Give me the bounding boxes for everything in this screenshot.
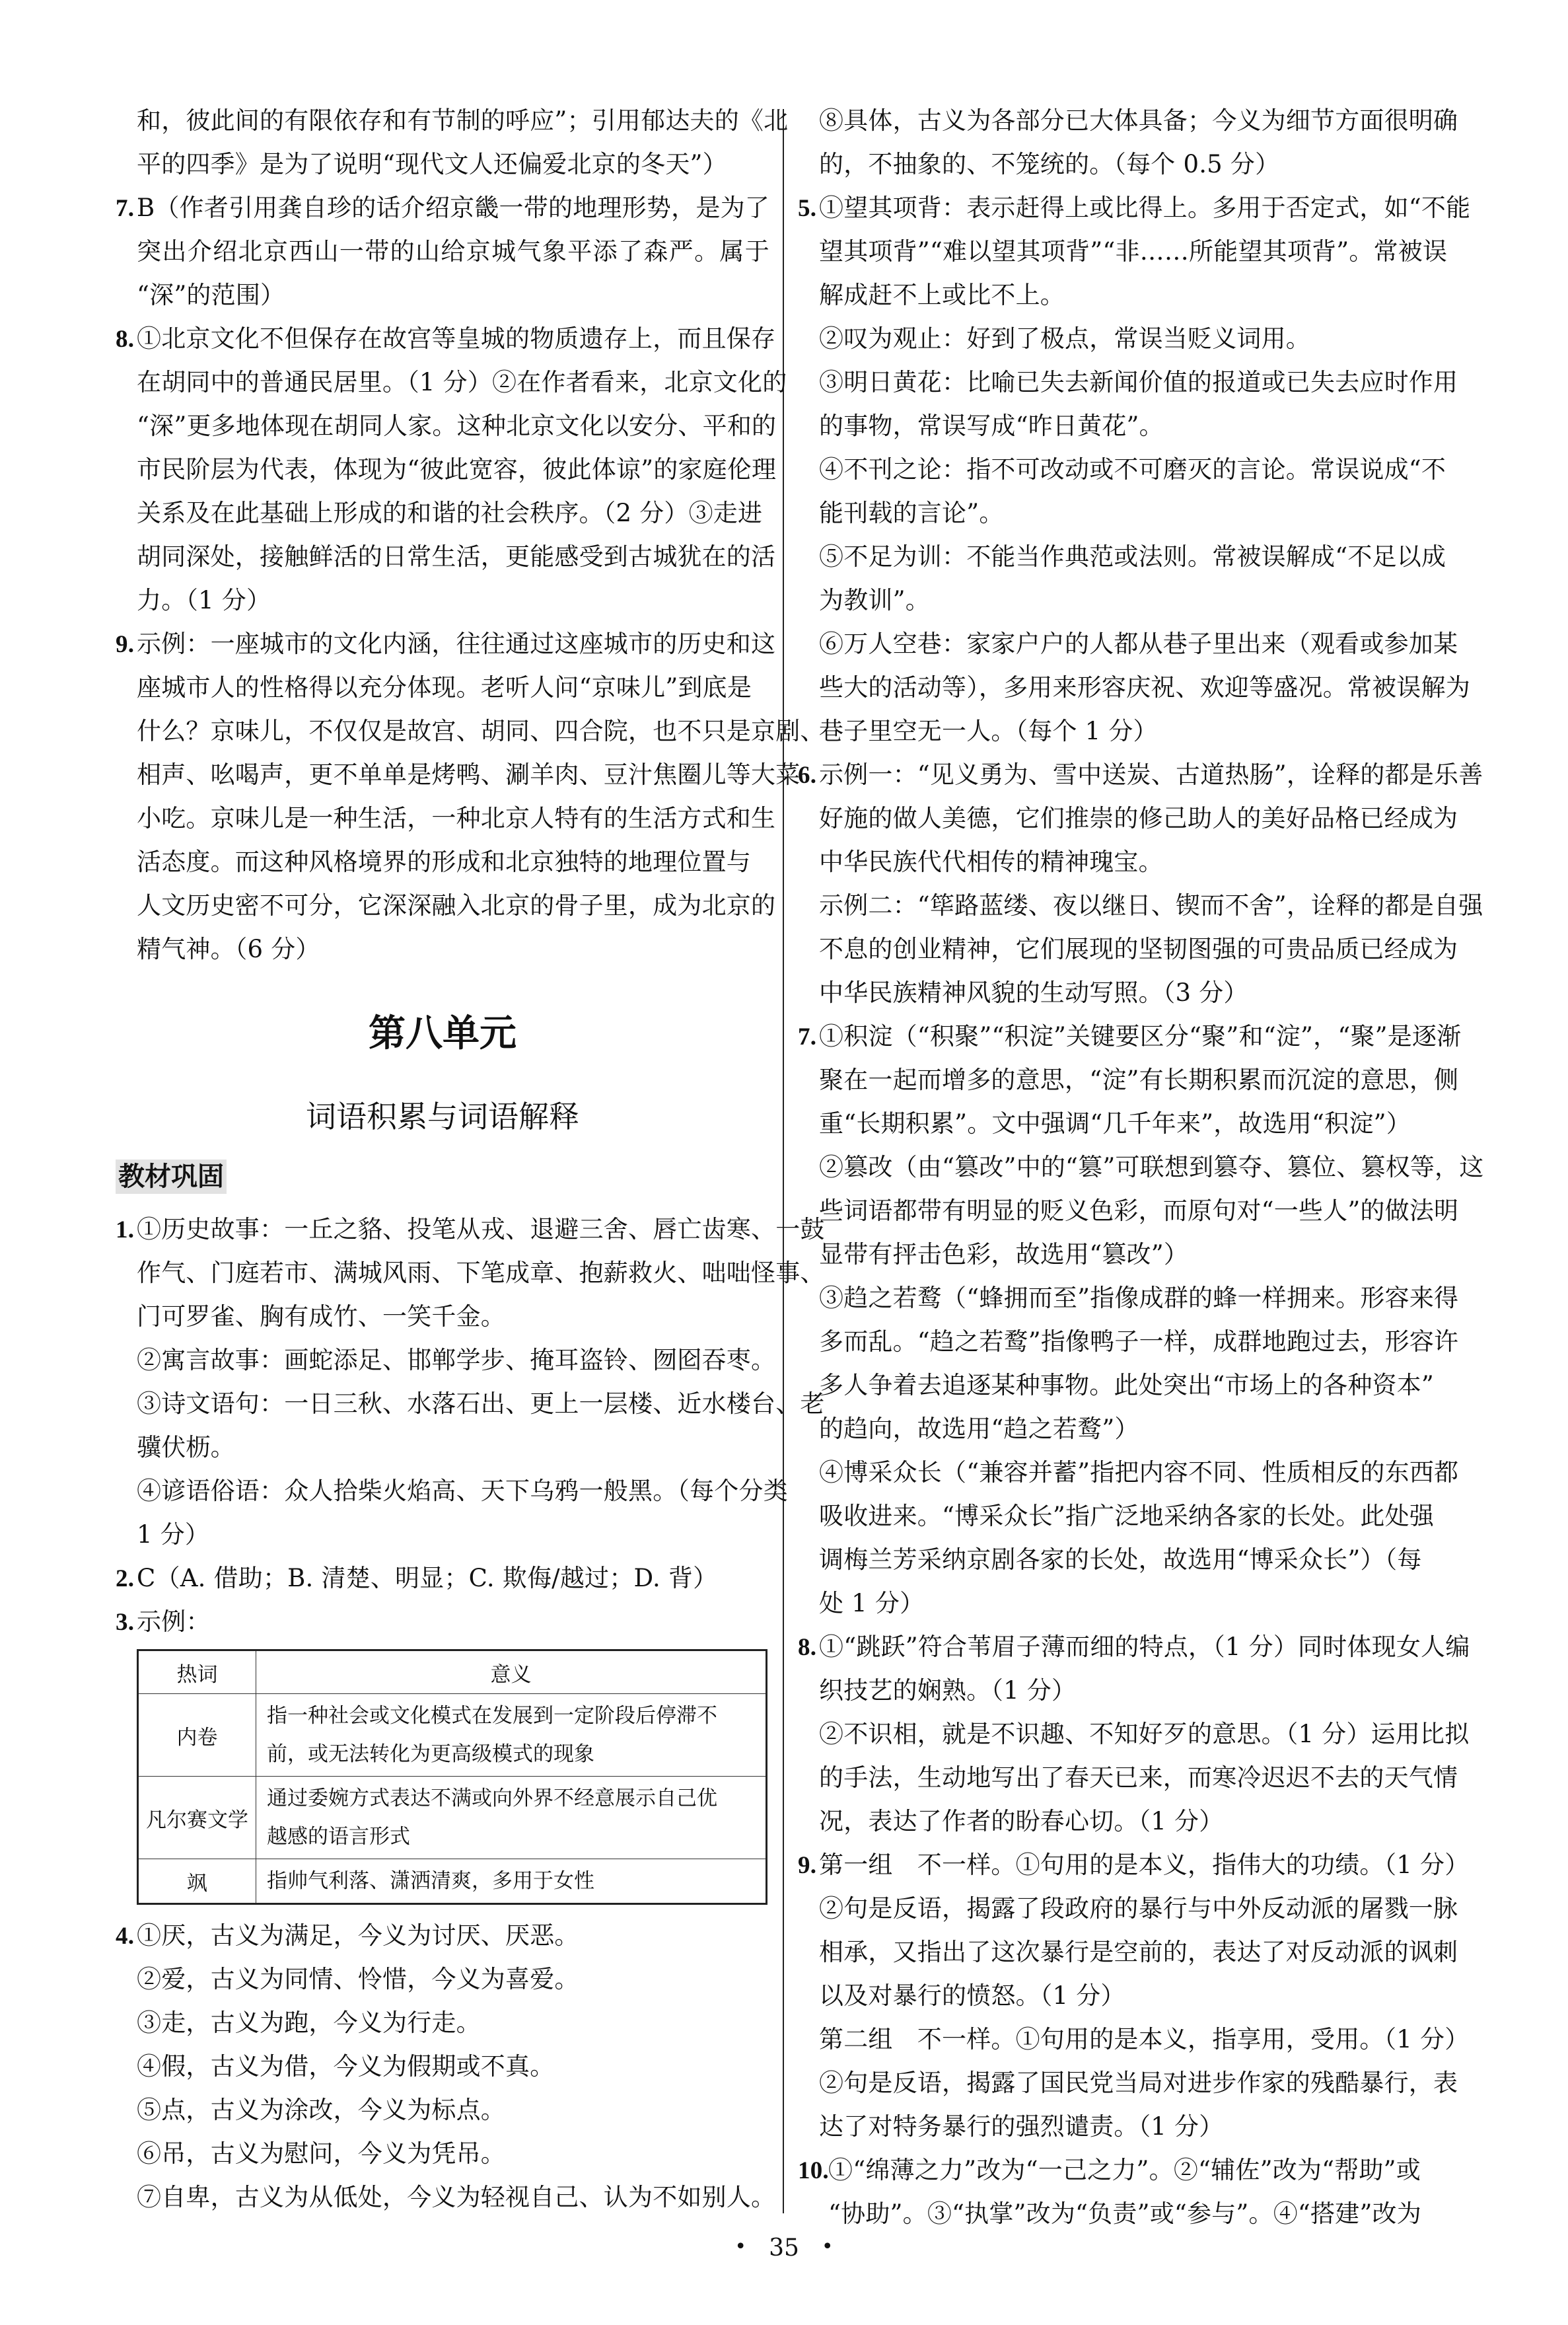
answer-9 xyxy=(116,622,825,971)
text-line: 多而乱。“趋之若鹜”指像鸭子一样，成群地跑过去，形容许 xyxy=(819,1327,1459,1356)
meaning-line: 越感的语言形式 xyxy=(267,1825,410,1849)
text-line: 中华民族代代相传的精神瑰宝。 xyxy=(819,848,1163,876)
answer-2 xyxy=(116,1557,769,1600)
text-line: 示例： xyxy=(137,1607,211,1636)
text-line: 相声、吆喝声，更不单单是烤鸭、涮羊肉、豆汁焦圈儿等大菜 xyxy=(137,760,801,789)
table-cell-word: 内卷 xyxy=(138,1694,256,1777)
table-header-row xyxy=(138,1650,767,1694)
meaning-line: 通过委婉方式表达不满或向外界不经意展示自己优 xyxy=(267,1787,717,1810)
text-line: 在胡同中的普通民居里。（1 分）②在作者看来，北京文化的 xyxy=(137,368,787,396)
text-line: 的手法，生动地写出了春天已来，而寒冷迟迟不去的天气情 xyxy=(819,1763,1458,1792)
answer-10 xyxy=(798,2149,1465,2236)
text-line: ①北京文化不但保存在故宫等皇城的物质遗存上，而且保存 xyxy=(137,324,776,353)
text-line: ③趋之若鹜（“蜂拥而至”指像成群的蜂一样拥来。形容来得 xyxy=(819,1284,1459,1312)
text-line: 关系及在此基础上形成的和谐的社会秩序。（2 分）③走进 xyxy=(137,499,763,527)
text-line: 第二组 不一样。①句用的是本义，指享用，受用。（1 分） xyxy=(819,2025,1470,2053)
text-line: ①积淀（“积聚”“积淀”关键要区分“聚”和“淀”，“聚”是逐渐 xyxy=(819,1022,1462,1051)
table-cell-meaning xyxy=(256,1777,767,1859)
section-title: 词语积累与词语解释 xyxy=(306,1099,579,1134)
text-line: 重“长期积累”。文中强调“几千年来”，故选用“积淀”） xyxy=(819,1109,1411,1138)
text-line: ②不识相，就是不识趣、不知好歹的意思。（1 分）运用比拟 xyxy=(819,1720,1470,1748)
text-line: ④不刊之论：指不可改动或不可磨灭的言论。常误说成“不 xyxy=(819,455,1446,484)
text-line: ④谚语俗语：众人拾柴火焰高、天下乌鸦一般黑。（每个分类 xyxy=(137,1477,788,1505)
text-line: 骥伏枥。 xyxy=(137,1433,235,1461)
text-line: 好施的做人美德，它们推崇的修己助人的美好品格已经成为 xyxy=(819,804,1458,832)
text-line: 中华民族精神风貌的生动写照。（3 分） xyxy=(819,978,1248,1007)
text-line: 市民阶层为代表，体现为“彼此宽容，彼此体谅”的家庭伦理 xyxy=(137,455,777,484)
text-line: 平的四季》是为了说明“现代文人还偏爱北京的冬天”） xyxy=(137,150,727,178)
question-number: 5. xyxy=(798,195,817,222)
text-line: C（A. 借助；B. 清楚、明显；C. 欺侮/越过；D. 背） xyxy=(137,1564,718,1592)
text-line: 望其项背”“难以望其项背”“非……所能望其项背”。常被误 xyxy=(819,237,1448,266)
text-line: B（作者引用龚自珍的话介绍京畿一带的地理形势，是为了 xyxy=(137,194,769,222)
text-line: ②句是反语，揭露了段政府的暴行与中外反动派的屠戮一脉 xyxy=(819,1894,1458,1923)
text-line: 聚在一起而增多的意思，“淀”有长期积累而沉淀的意思，侧 xyxy=(819,1066,1459,1094)
text-line: 织技艺的娴熟。（1 分） xyxy=(819,1676,1077,1705)
text-line: “协助”。③“执掌”改为“负责”或“参与”。④“搭建”改为 xyxy=(828,2199,1421,2228)
text-line: 作气、门庭若市、满城风雨、下笔成章、抱薪救火、咄咄怪事、 xyxy=(137,1259,825,1287)
question-number: 7. xyxy=(116,195,135,222)
text-line: 示例一：“见义勇为、雪中送炭、古道热肠”，诠释的都是乐善 xyxy=(819,760,1483,789)
unit-title: 第八单元 xyxy=(369,1012,517,1055)
text-line: ②叹为观止：好到了极点，常误当贬义词用。 xyxy=(819,324,1310,353)
column-divider xyxy=(783,109,784,2213)
answer-6 xyxy=(798,753,1483,1015)
question-number: 6. xyxy=(798,762,817,789)
text-line: 为教训”。 xyxy=(819,586,930,614)
text-line: 些大的活动等），多用来形容庆祝、欢迎等盛况。常被误解为 xyxy=(819,673,1470,702)
page-footer xyxy=(0,2234,1568,2262)
answer-4 xyxy=(116,1914,776,2219)
text-line: 的事物，常误写成“昨日黄花”。 xyxy=(819,412,1164,440)
text-line: 和，彼此间的有限依存和有节制的呼应”；引用郁达夫的《北 xyxy=(137,106,789,135)
text-line: ⑥吊，古义为慰问，今义为凭吊。 xyxy=(137,2139,505,2168)
text-line: 小吃。京味儿是一种生活，一种北京人特有的生活方式和生 xyxy=(137,804,776,832)
answer-7 xyxy=(116,186,769,317)
question-number: 9. xyxy=(116,631,135,658)
text-line: “深”更多地体现在胡同人家。这种北京文化以安分、平和的 xyxy=(137,412,777,440)
text-line: 的，不抽象的、不笼统的。（每个 0.5 分） xyxy=(819,150,1280,178)
answer-3 xyxy=(116,1600,769,1905)
bullet-icon: • xyxy=(821,2235,834,2258)
text-line: “深”的范围） xyxy=(137,281,285,309)
text-line: ①厌，古义为满足，今义为讨厌、厌恶。 xyxy=(137,1921,579,1950)
text-line: ②寓言故事：画蛇添足、邯郸学步、掩耳盗铃、囫囵吞枣。 xyxy=(137,1346,776,1374)
text-line: 的趋向，故选用“趋之若鹜”） xyxy=(819,1415,1139,1443)
table-cell-meaning xyxy=(256,1694,767,1777)
text-line: ③明日黄花：比喻已失去新闻价值的报道或已失去应时作用 xyxy=(819,368,1458,396)
text-line: ③走，古义为跑，今义为行走。 xyxy=(137,2009,481,2037)
text-line: 1 分） xyxy=(137,1520,210,1549)
text-line: 些词语都带有明显的贬义色彩，而原句对“一些人”的做法明 xyxy=(819,1197,1459,1225)
answer-8b xyxy=(798,1625,1470,1843)
table-row xyxy=(138,1694,767,1777)
text-line: ⑧具体，古义为各部分已大体具备；今义为细节方面很明确 xyxy=(819,106,1458,135)
table-cell-word: 凡尔赛文学 xyxy=(138,1777,256,1859)
answer-7b xyxy=(798,1015,1484,1625)
text-line: ④假，古义为借，今义为假期或不真。 xyxy=(137,2052,555,2081)
text-line: 解成赶不上或比不上。 xyxy=(819,281,1065,309)
text-line: 巷子里空无一人。（每个 1 分） xyxy=(819,717,1158,745)
text-line: 胡同深处，接触鲜活的日常生活，更能感受到古城犹在的活 xyxy=(137,542,776,571)
question-number: 4. xyxy=(116,1923,135,1950)
question-number: 1. xyxy=(116,1216,135,1243)
hot-words-table xyxy=(137,1649,767,1905)
table-header: 意义 xyxy=(256,1650,767,1694)
text-line: ①历史故事：一丘之貉、投笔从戎、退避三舍、唇亡齿寒、一鼓 xyxy=(137,1215,825,1243)
answer-1 xyxy=(116,1208,825,1557)
right-column xyxy=(798,99,1484,2236)
text-line: ⑤不足为训：不能当作典范或法则。常被误解成“不足以成 xyxy=(819,542,1446,571)
question-number: 2. xyxy=(116,1565,135,1592)
table-header: 热词 xyxy=(138,1650,256,1694)
table-cell-word: 飒 xyxy=(138,1859,256,1904)
text-line: 能刊载的言论”。 xyxy=(819,499,1004,527)
text-line: ②篡改（由“篡改”中的“篡”可联想到篡夺、篡位、篡权等，这 xyxy=(819,1153,1484,1181)
text-line: ①望其项背：表示赶得上或比得上。多用于否定式，如“不能 xyxy=(819,194,1471,222)
text-line: ②句是反语，揭露了国民党当局对进步作家的残酷暴行，表 xyxy=(819,2069,1458,2097)
text-line: ④博采众长（“兼容并蓄”指把内容不同、性质相反的东西都 xyxy=(819,1458,1459,1487)
text-line: ③诗文语句：一日三秋、水落石出、更上一层楼、近水楼台、老 xyxy=(137,1389,825,1418)
text-line: 达了对特务暴行的强烈谴责。（1 分） xyxy=(819,2112,1224,2141)
text-line: ①“绵薄之力”改为“一己之力”。②“辅佐”改为“帮助”或 xyxy=(828,2156,1421,2184)
question-number: 10. xyxy=(798,2157,829,2184)
text-line: 门可罗雀、胸有成竹、一笑千金。 xyxy=(137,1302,505,1331)
text-line: 相承，又指出了这次暴行是空前的，表达了对反动派的讽刺 xyxy=(819,1938,1458,1966)
answer-9b xyxy=(798,1843,1470,2149)
text-line: 显带有抨击色彩，故选用“篡改”） xyxy=(819,1240,1189,1269)
text-line: 座城市人的性格得以充分体现。老听人问“京味儿”到底是 xyxy=(137,673,752,702)
text-line: ⑥万人空巷：家家户户的人都从巷子里出来（观看或参加某 xyxy=(819,630,1458,658)
text-line: 示例：一座城市的文化内涵，往往通过这座城市的历史和这 xyxy=(137,630,776,658)
text-line: 不息的创业精神，它们展现的坚韧图强的可贵品质已经成为 xyxy=(819,935,1458,963)
bullet-icon: • xyxy=(734,2235,747,2258)
text-line: ②爱，古义为同情、怜惜，今义为喜爱。 xyxy=(137,1965,579,1993)
text-line: 示例二：“筚路蓝缕、夜以继日、锲而不舍”，诠释的都是自强 xyxy=(819,891,1483,920)
section-tag: 教材巩固 xyxy=(116,1160,227,1194)
text-line: ①“跳跃”符合苇眉子薄而细的特点，（1 分）同时体现女人编 xyxy=(819,1633,1470,1661)
question-number: 9. xyxy=(798,1852,817,1879)
meaning-line: 指一种社会或文化模式在发展到一定阶段后停滞不 xyxy=(267,1704,717,1728)
answer-5 xyxy=(798,186,1471,753)
text-line: 活态度。而这种风格境界的形成和北京独特的地理位置与 xyxy=(137,848,751,876)
text-line: ⑤点，古义为涂改，今义为标点。 xyxy=(137,2096,505,2124)
text-line: 多人争着去追逐某种事物。此处突出“市场上的各种资本” xyxy=(819,1371,1435,1399)
table-cell-meaning xyxy=(256,1859,767,1904)
question-number: 8. xyxy=(116,326,135,353)
meaning-line: 前，或无法转化为更高级模式的现象 xyxy=(267,1742,594,1766)
text-line: 第一组 不一样。①句用的是本义，指伟大的功绩。（1 分） xyxy=(819,1851,1470,1879)
text-line: 吸收进来。“博采众长”指广泛地采纳各家的长处。此处强 xyxy=(819,1502,1435,1530)
text-line: 以及对暴行的愤怒。（1 分） xyxy=(819,1981,1125,2010)
text-line: 况，表达了作者的盼春心切。（1 分） xyxy=(819,1807,1224,1835)
text-line: 力。（1 分） xyxy=(137,586,271,614)
text-line: 精气神。（6 分） xyxy=(137,935,320,963)
text-line: ⑦自卑，古义为从低处，今义为轻视自己、认为不如别人。 xyxy=(137,2183,776,2211)
text-line: 什么？京味儿，不仅仅是故宫、胡同、四合院，也不只是京剧、 xyxy=(137,717,825,745)
answer-8 xyxy=(116,317,787,622)
page-number: 35 xyxy=(769,2234,799,2262)
meaning-line: 指帅气利落、潇洒清爽，多用于女性 xyxy=(267,1869,594,1893)
question-number: 7. xyxy=(798,1023,817,1051)
question-number: 3. xyxy=(116,1609,135,1636)
text-line: 突出介绍北京西山一带的山给京城气象平添了森严。属于 xyxy=(137,237,769,266)
text-line: 人文历史密不可分，它深深融入北京的骨子里，成为北京的 xyxy=(137,891,776,920)
text-line: 处 1 分） xyxy=(819,1589,925,1617)
table-row xyxy=(138,1777,767,1859)
question-number: 8. xyxy=(798,1634,817,1661)
table-row xyxy=(138,1859,767,1904)
text-line: 调梅兰芳采纳京剧各家的长处，故选用“博采众长”）（每 xyxy=(819,1545,1422,1574)
